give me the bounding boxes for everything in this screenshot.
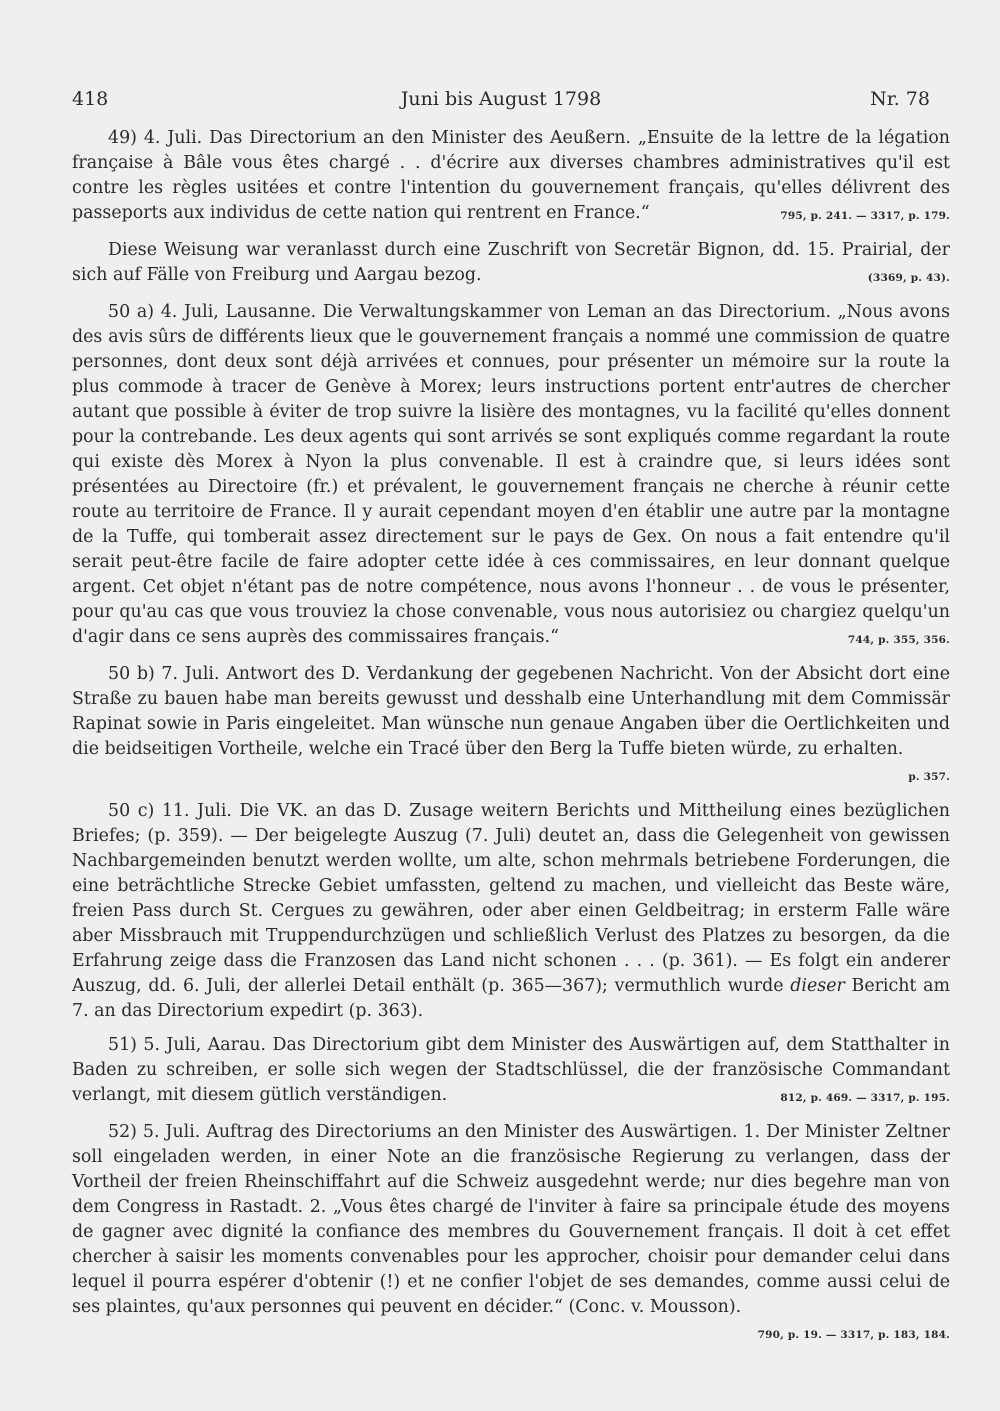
entry-50a [72,300,950,653]
page-body [72,126,950,1357]
entry-49-note [72,238,950,291]
entry-text: 52) 5. Juli. Auftrag des Directoriums an den Minister des Auswärtigen. 1. Der Minister Zeltner soll eingeladen werden, in einer Note an die französische Regierung zu verlangen, dass der Vortheil der freien Rheinschiffahrt auf die Schweiz ausgedehnt werde; nur dies begehre man von dem Congress in Rastadt. 2. „Vous êtes chargé de l'inviter à faire sa principale étude des moyens de gagner avec dignité la confiance des membres du Gouvernement français. Il doit à cet effet chercher à saisir les moments convenables pour les approcher, choisir pour demander celui dans lequel il pourra espérer d'obtenir (!) et ne confier l'objet de ses demandes, comme aussi celui de ses plaintes, qu'aux personnes qui peuvent en décider.“ (Conc. v. Mousson). [72,1122,950,1317]
archive-reference: 790, p. 19. — 3317, p. 183, 184. [757,1329,950,1341]
page-header [72,88,930,118]
entry-text: 51) 5. Juli, Aarau. Das Directorium gibt dem Minister des Auswärtigen auf, dem Statthalter in Baden zu schreiben, er solle sich wegen der Stadtschlüssel, die der französische Commandant verlangt, mit diesem gütlich verständigen. [72,1035,950,1105]
page-number: 418 [72,88,109,110]
entry-50b [72,662,950,790]
entry-text: 50 b) 7. Juli. Antwort des D. Verdankung der gegebenen Nachricht. Von der Absicht dort eine Straße zu bauen habe man bereits gewusst und desshalb eine Unterhandlung mit dem Commissär Rapinat sowie in Paris eingeleitet. Man wünsche nun genaue Angaben über die Oertlichkeiten und die beidseitigen Vortheile, welche ein Tracé über den Berg la Tuffe bieten würde, zu erhalten. [72,664,950,759]
archive-reference: 812, p. 469. — 3317, p. 195. [780,1092,950,1104]
entry-49 [72,126,950,229]
archive-reference: 795, p. 241. — 3317, p. 179. [780,210,950,222]
entry-text: 49) 4. Juli. Das Directorium an den Minister des Aeußern. „Ensuite de la lettre de la légation française à Bâle vous êtes chargé . . d'écrire aux diverses chambres administratives qu'il est contre les règles usitées et contre l'intention du gouvernement français, qu'elles délivrent des passeports aux individus de cette nation qui rentrent en France.“ [72,128,950,223]
emphasized-word: dieser [790,976,845,996]
entry-50c [72,799,950,1024]
document-number: Nr. 78 [870,88,930,110]
entry-text: 50 c) 11. Juli. Die VK. an das D. Zusage weitern Berichts und Mittheilung eines bezüglichen Briefes; (p. 359). — Der beigelegte Auszug (7. Juli) deutet an, dass die Gelegenheit von gewissen Nachbargemeinden benutzt werden wollte, um alte, schon mehrmals betriebene Forderungen, die eine beträchtliche Strecke Gebiet umfassten, geltend zu machen, und vielleicht das Beste wäre, freien Pass durch St. Cergues zu gewähren, oder aber einen Geldbeitrag; in ersterm Falle wäre aber Missbrauch mit Truppendurchzügen und schließlich Verlust des Platzes zu besorgen, da die Erfahrung zeige dass die Franzosen das Land nicht schonen . . . (p. 361). — Es folgt ein anderer Auszug, dd. 6. Juli, der allerlei Detail enthält (p. 365—367); vermuthlich wurde [72,801,950,996]
archive-reference: 744, p. 355, 356. [847,634,950,646]
entry-text-continued: Bericht am 7. an das Directorium expedirt (p. 363). [72,976,951,1021]
archive-reference: (3369, p. 43). [867,272,950,284]
entry-51 [72,1033,950,1111]
entry-52 [72,1120,950,1348]
archive-reference: p. 357. [908,771,950,783]
running-title: Juni bis August 1798 [400,88,602,110]
entry-text: Diese Weisung war veranlasst durch eine Zuschrift von Secretär Bignon, dd. 15. Prairial, der sich auf Fälle von Freiburg und Aargau bezog. [72,240,950,285]
entry-text: 50 a) 4. Juli, Lausanne. Die Verwaltungskammer von Leman an das Directorium. „Nous avons des avis sûrs de différents lieux que le gouvernement français a nommé une commission de quatre personnes, dont deux sont déjà arrivées et connues, pour présenter un mémoire sur la route la plus commode à tracer de Genève à Morex; leurs instructions portent entr'autres de chercher autant que possible à éviter de trop suivre la lisière des montagnes, vu la facilité qu'elles donnent pour la contrebande. Les deux agents qui sont arrivés se sont expliqués comme regardant la route qui existe dès Morex à Nyon la plus convenable. Il est à craindre que, si leurs idées sont présentées au Directoire (fr.) et prévalent, le gouvernement français ne cherche à réunir cette route au territoire de France. Il y aurait cependant moyen d'en établir une autre par la montagne de la Tuffe, qui tomberait assez directement sur le pays de Gex. On nous a fait entendre qu'il serait peut-être facile de faire adopter cette idée à ces commissaires, en leur donnant quelque argent. Cet objet n'étant pas de notre compétence, nous avons l'honneur . . de vous le présenter, pour qu'au cas que vous trouviez la chose convenable, vous nous autorisiez ou chargiez quelqu'un d'agir dans ce sens auprès des commissaires français.“ [72,302,950,647]
